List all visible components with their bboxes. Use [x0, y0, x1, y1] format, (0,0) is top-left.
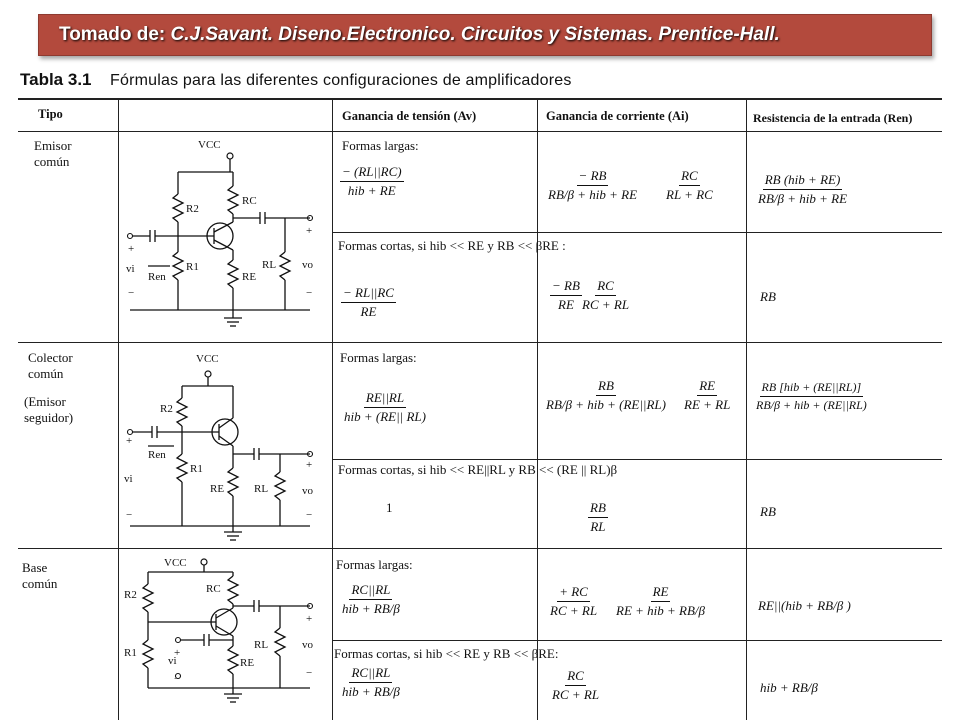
row2-rin-long	[754, 380, 869, 413]
row3-ai-long-1	[548, 584, 599, 619]
row2-av-short: 1	[386, 500, 393, 515]
row3-formas-largas: Formas largas:	[336, 557, 413, 572]
col-divider-2	[332, 100, 333, 720]
row2-av-long	[342, 390, 428, 425]
row1-av-short-den: RE	[360, 304, 377, 319]
row1-tipo: Emisor común	[34, 138, 72, 169]
row1-rin-long-den: RB/β + hib + RE	[758, 191, 848, 206]
row2-ai-long1-den: RB/β + hib + (RE||RL)	[546, 397, 666, 412]
row1-ai-short1-den: RE	[558, 297, 574, 312]
row3-formas-cortas: Formas cortas, si hib << RE y RB << βRE:	[334, 646, 559, 661]
row2-ai-long1-num: RB	[596, 378, 616, 396]
c1-vcc-label: VCC	[198, 139, 221, 151]
row2-ai-long2-den: RE + RL	[684, 397, 731, 412]
row1-ai-long2-num: RC	[679, 168, 700, 186]
c2-vo-label: vo	[302, 485, 313, 497]
c3-rl-label: RL	[254, 639, 269, 651]
c3-out-minus: −	[306, 667, 313, 679]
row3-av-short	[340, 665, 402, 700]
row1-rin-long-num: RB (hib + RE)	[763, 172, 843, 190]
row1-ai-short2-den: RC + RL	[582, 297, 630, 312]
c1-out-minus: −	[306, 287, 313, 299]
row2-formas-cortas: Formas cortas, si hib << RE||RL y RB << (RE || RL)β	[338, 462, 618, 477]
common-collector-schematic	[120, 346, 330, 546]
row2-ai-short-num: RB	[588, 500, 608, 518]
row2-formas-largas: Formas largas:	[340, 350, 417, 365]
c1-vo-label: vo	[302, 259, 313, 271]
header-rin: Resistencia de la entrada (Ren)	[753, 111, 913, 125]
row2-av-long-den: hib + (RE|| RL)	[344, 409, 426, 424]
col-divider-1	[118, 100, 119, 720]
c3-r1-label: R1	[124, 647, 137, 659]
banner-source: C.J.Savant. Diseno.Electronico. Circuitos y Sistemas. Prentice-Hall.	[170, 24, 780, 45]
row2-ai-short-den: RL	[590, 519, 606, 534]
c1-ren-label: Ren	[148, 271, 166, 283]
row3-av-long-num: RC||RL	[349, 582, 392, 600]
row3-rin-long: RE||(hib + RB/β )	[758, 598, 851, 613]
banner-prefix: Tomado de:	[59, 24, 171, 45]
banner-text	[39, 24, 780, 46]
header-tipo: Tipo	[38, 107, 63, 121]
c1-re-label: RE	[242, 271, 257, 283]
row1-av-long-num: − (RL||RC)	[340, 164, 404, 182]
row3-mid-rule	[333, 640, 942, 641]
row1-av-long-den: hib + RE	[347, 183, 396, 198]
row2-rin-long-den: RB/β + hib + (RE||RL)	[756, 398, 867, 412]
row1-ai-long2-den: RL + RC	[666, 187, 713, 202]
row3-tipo: Base común	[22, 560, 58, 591]
row3-ai-long-2	[614, 584, 707, 619]
row3-av-long-den: hib + RB/β	[342, 601, 400, 616]
row1-ai-long-2	[664, 168, 715, 203]
row2-tipo2: (Emisor seguidor)	[24, 394, 74, 425]
row1-ai-long-1	[546, 168, 639, 203]
c2-out-plus: +	[306, 459, 313, 471]
row3-av-short-den: hib + RB/β	[342, 684, 400, 699]
row1-ai-short-1	[550, 278, 582, 313]
row3-ai-short-num: RC	[565, 668, 586, 686]
row3-av-short-num: RC||RL	[349, 665, 392, 683]
row3-ai-long1-den: RC + RL	[550, 603, 598, 618]
row1-av-short-num: − RL||RC	[341, 285, 396, 303]
row1-ai-long1-num: − RB	[577, 168, 609, 186]
row1-ai-long1-den: RB/β + hib + RE	[548, 187, 638, 202]
c2-vi-label: vi	[124, 473, 133, 485]
c2-out-minus: −	[306, 509, 313, 521]
table-top-rule	[18, 98, 942, 100]
c2-in-minus: −	[126, 509, 133, 521]
row2-ai-long-2	[682, 378, 732, 413]
row1-av-short	[341, 285, 396, 320]
source-banner	[38, 14, 932, 56]
c1-r1-label: R1	[186, 261, 199, 273]
header-av: Ganancia de tensión (Av)	[342, 109, 477, 123]
row2-tipo: Colector común	[28, 350, 73, 381]
c3-vi-label: vi	[168, 655, 177, 667]
row2-rin-short: RB	[760, 504, 776, 519]
c2-ren-label: Ren	[148, 449, 166, 461]
row1-rin-long	[756, 172, 849, 207]
row2-ai-short	[588, 500, 608, 535]
row1-ai-short1-num: − RB	[550, 278, 582, 296]
row2-mid-rule	[333, 459, 942, 460]
row3-av-long	[340, 582, 402, 617]
c3-rc-label: RC	[206, 583, 221, 595]
c1-vi-label: vi	[126, 263, 135, 275]
table-number: Tabla 3.1	[20, 70, 92, 89]
c1-rl-label: RL	[262, 259, 277, 271]
row3-ai-short	[550, 668, 601, 703]
c3-r2-label: R2	[124, 589, 137, 601]
row1-ai-short2-num: RC	[595, 278, 616, 296]
table-title: Fórmulas para las diferentes configuraciones de amplificadores	[110, 72, 572, 89]
header-bottom-rule	[18, 131, 942, 132]
row2-rin-long-num: RB [hib + (RE||RL)]	[760, 380, 864, 397]
row1-bottom-rule	[18, 342, 942, 343]
row3-ai-long2-den: RE + hib + RB/β	[616, 603, 706, 618]
c3-in-plus: +	[174, 647, 181, 659]
row1-formas-cortas: Formas cortas, si hib << RE y RB << βRE :	[338, 238, 566, 253]
c2-rl-label: RL	[254, 483, 269, 495]
c1-rc-label: RC	[242, 195, 257, 207]
header-ai: Ganancia de corriente (Ai)	[546, 109, 689, 123]
c3-vcc-label: VCC	[164, 557, 187, 569]
row3-ai-short-den: RC + RL	[552, 687, 600, 702]
col-divider-3	[537, 100, 538, 720]
row1-ai-short-2	[580, 278, 631, 313]
c3-in-minus: −	[174, 673, 181, 685]
row3-ai-long1-num: + RC	[557, 584, 590, 602]
c2-r1-label: R1	[190, 463, 203, 475]
c3-out-plus: +	[306, 613, 313, 625]
row1-av-long	[340, 164, 404, 199]
row2-ai-long2-num: RE	[697, 378, 717, 396]
c3-re-label: RE	[240, 657, 255, 669]
c1-in-plus: +	[128, 243, 135, 255]
c1-out-plus: +	[306, 225, 313, 237]
c2-re-label: RE	[210, 483, 225, 495]
row2-ai-long-1	[544, 378, 668, 413]
row1-rin-short: RB	[760, 289, 776, 304]
row1-formas-largas: Formas largas:	[342, 138, 419, 153]
c2-r2-label: R2	[160, 403, 173, 415]
c1-in-minus: −	[128, 287, 135, 299]
row3-ai-long2-num: RE	[651, 584, 671, 602]
row2-bottom-rule	[18, 548, 942, 549]
col-divider-4	[746, 100, 747, 720]
c3-vo-label: vo	[302, 639, 313, 651]
common-emitter-schematic	[120, 134, 330, 334]
row3-rin-short: hib + RB/β	[760, 680, 818, 695]
c1-r2-label: R2	[186, 203, 199, 215]
c2-vcc-label: VCC	[196, 353, 219, 365]
common-base-schematic	[120, 550, 330, 720]
c2-in-plus: +	[126, 435, 133, 447]
row1-mid-rule	[333, 232, 942, 233]
row2-av-long-num: RE||RL	[364, 390, 406, 408]
